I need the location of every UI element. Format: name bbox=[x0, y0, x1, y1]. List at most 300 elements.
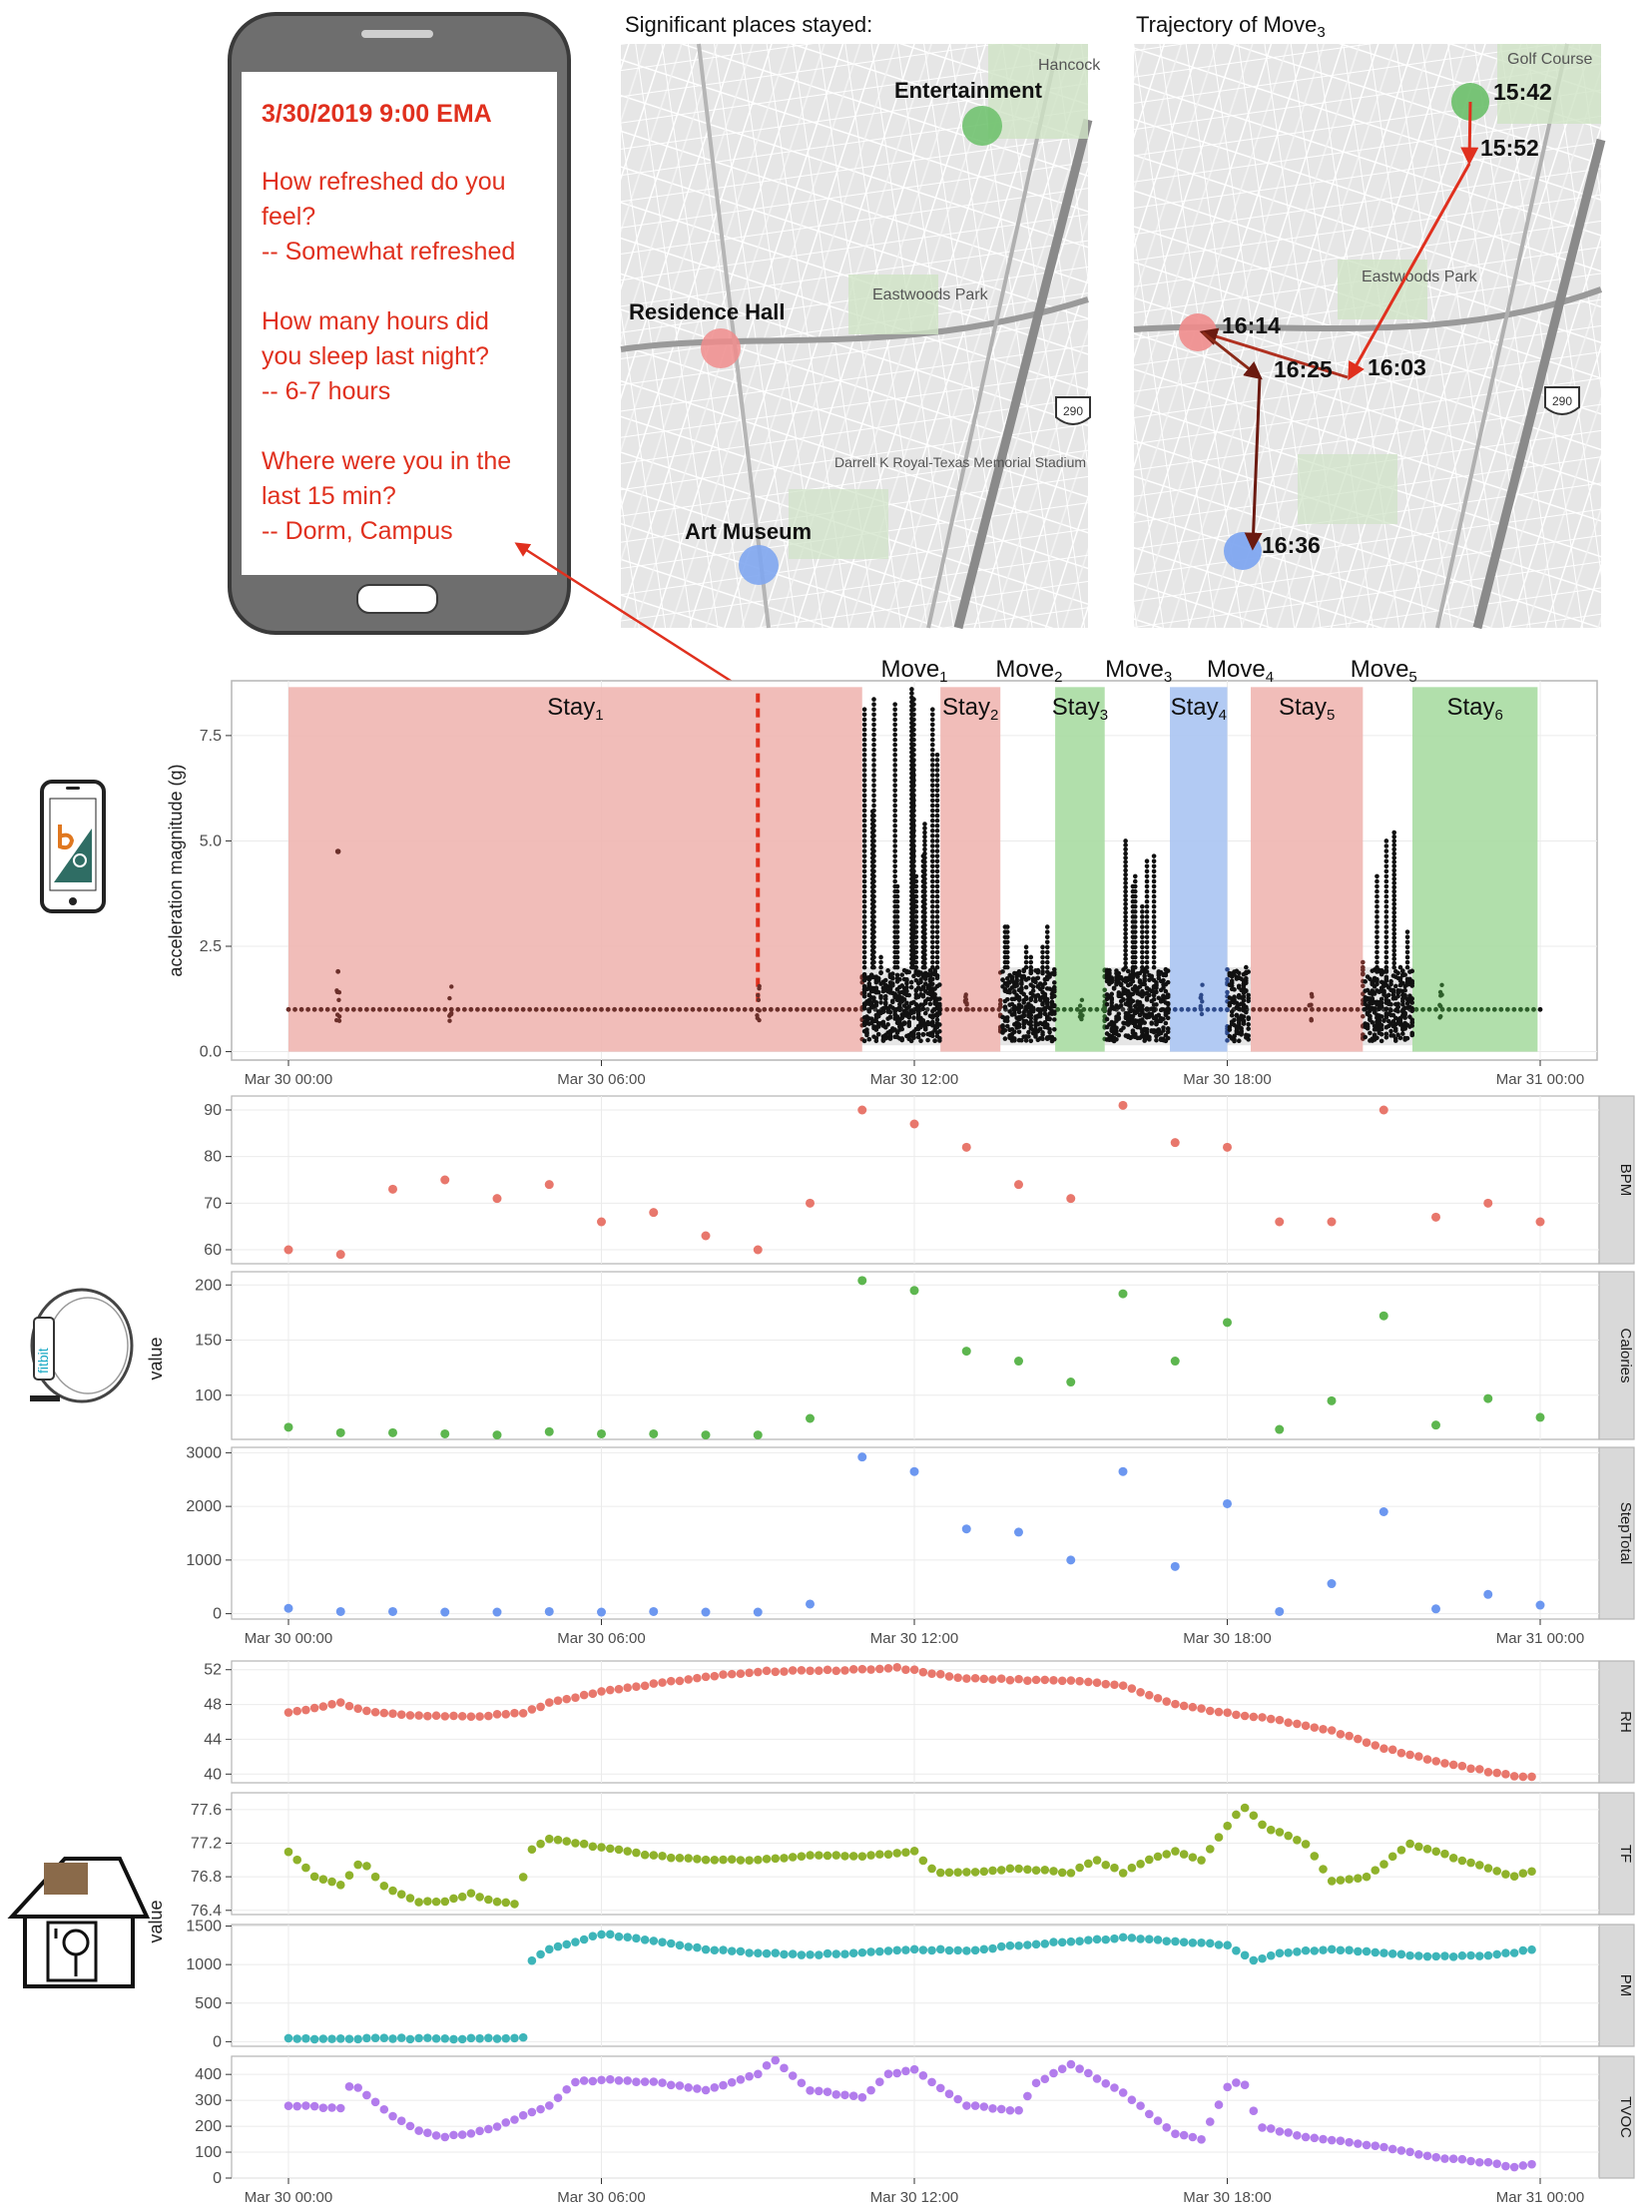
accel-point bbox=[436, 1007, 441, 1012]
accel-point bbox=[935, 960, 940, 965]
accel-point bbox=[922, 851, 927, 856]
data-point bbox=[1536, 1218, 1545, 1227]
data-point bbox=[1449, 1854, 1458, 1863]
data-point bbox=[301, 2034, 310, 2043]
accel-point bbox=[892, 809, 897, 814]
accel-point bbox=[1123, 885, 1128, 890]
accel-point bbox=[1119, 982, 1124, 987]
accel-point bbox=[862, 763, 867, 768]
accel-point bbox=[1024, 965, 1029, 970]
data-point bbox=[866, 1665, 875, 1674]
accel-point bbox=[922, 838, 927, 843]
accel-point bbox=[292, 1007, 297, 1012]
accel-point bbox=[911, 805, 916, 810]
accel-point bbox=[1045, 934, 1050, 939]
accel-point bbox=[870, 847, 875, 852]
data-point bbox=[650, 1851, 659, 1860]
data-point bbox=[615, 1933, 624, 1941]
accel-point bbox=[1123, 956, 1128, 961]
accel-point bbox=[885, 968, 890, 973]
accel-point bbox=[1244, 976, 1249, 981]
stay-label-3 bbox=[1052, 694, 1108, 724]
accel-point bbox=[1361, 971, 1366, 976]
data-point bbox=[910, 1945, 919, 1954]
x-tick-label: Mar 30 18:00 bbox=[1183, 1071, 1272, 1088]
data-point bbox=[432, 1711, 441, 1720]
accel-point bbox=[1152, 853, 1157, 858]
accel-point bbox=[1439, 983, 1443, 987]
data-point bbox=[1171, 1562, 1180, 1571]
data-point bbox=[406, 1894, 415, 1903]
accel-point bbox=[911, 872, 916, 877]
panel-strip-label: BPM bbox=[1617, 1163, 1634, 1197]
data-point bbox=[1431, 1847, 1440, 1856]
accel-point bbox=[1017, 969, 1022, 974]
accel-point bbox=[593, 1007, 598, 1012]
accel-point bbox=[299, 1007, 304, 1012]
accel-point bbox=[911, 814, 916, 819]
accel-point bbox=[1166, 1006, 1171, 1011]
time-label-3: 16:25 bbox=[1274, 356, 1333, 382]
accel-point bbox=[1123, 961, 1128, 966]
data-point bbox=[1023, 1940, 1032, 1949]
accel-point bbox=[871, 768, 876, 773]
data-point bbox=[1379, 1106, 1388, 1115]
data-point bbox=[1337, 1876, 1346, 1885]
y-tick-label: 44 bbox=[204, 1731, 222, 1749]
accel-point bbox=[325, 1007, 330, 1012]
data-point bbox=[1023, 2092, 1032, 2101]
accel-point bbox=[935, 1017, 940, 1022]
data-point bbox=[971, 1868, 980, 1877]
accel-outlier bbox=[335, 969, 340, 974]
data-point bbox=[1171, 1138, 1180, 1147]
accel-point bbox=[1361, 984, 1366, 989]
accel-point bbox=[871, 712, 876, 717]
accel-point bbox=[862, 723, 867, 728]
accel-point bbox=[1384, 975, 1389, 980]
accel-point bbox=[1375, 939, 1379, 944]
accel-point bbox=[1405, 965, 1410, 970]
data-point bbox=[406, 2122, 415, 2131]
accel-point bbox=[1005, 1018, 1010, 1023]
data-point bbox=[806, 1199, 815, 1208]
data-point bbox=[432, 2034, 441, 2043]
accel-point bbox=[1161, 1025, 1166, 1030]
data-point bbox=[737, 1669, 746, 1678]
accel-point bbox=[1105, 1017, 1110, 1022]
accel-point bbox=[1140, 950, 1145, 955]
data-point bbox=[510, 1709, 519, 1718]
data-point bbox=[1276, 1828, 1285, 1837]
data-point bbox=[1379, 1948, 1388, 1957]
accel-point bbox=[871, 697, 876, 702]
accel-point bbox=[1133, 909, 1138, 914]
accel-point bbox=[1068, 1007, 1073, 1012]
route-shield-icon bbox=[1056, 397, 1090, 424]
accel-point bbox=[1323, 1007, 1328, 1012]
accel-point bbox=[1145, 965, 1150, 970]
accel-point bbox=[930, 894, 935, 899]
data-point bbox=[650, 1679, 659, 1688]
accel-point bbox=[871, 783, 876, 788]
data-point bbox=[1223, 1822, 1232, 1831]
accel-point bbox=[318, 1007, 323, 1012]
data-point bbox=[1536, 1412, 1545, 1421]
accel-point bbox=[862, 773, 867, 778]
data-point bbox=[623, 2076, 632, 2085]
data-point bbox=[806, 1414, 815, 1423]
accel-point bbox=[930, 819, 935, 824]
accel-point bbox=[909, 704, 914, 709]
accel-point bbox=[892, 829, 897, 833]
data-point bbox=[484, 1896, 493, 1905]
accel-point bbox=[1152, 955, 1157, 960]
accel-point bbox=[935, 848, 940, 853]
accel-point bbox=[862, 879, 867, 884]
accel-point bbox=[922, 923, 927, 928]
accel-point bbox=[922, 863, 927, 868]
data-point bbox=[284, 1604, 293, 1613]
accel-point bbox=[1230, 978, 1235, 983]
data-point bbox=[493, 1430, 502, 1439]
data-point bbox=[1232, 2078, 1241, 2087]
accel-point bbox=[1409, 1032, 1414, 1037]
accel-point bbox=[911, 939, 916, 944]
data-point bbox=[1519, 1869, 1528, 1878]
accel-point bbox=[1123, 855, 1128, 860]
data-point bbox=[615, 1685, 624, 1694]
data-point bbox=[1275, 1607, 1284, 1616]
accel-point bbox=[1078, 1003, 1082, 1007]
data-point bbox=[737, 1856, 746, 1865]
data-point bbox=[1067, 1869, 1076, 1878]
data-point bbox=[571, 1937, 580, 1946]
accel-point bbox=[935, 904, 940, 909]
data-point bbox=[510, 2034, 519, 2043]
data-point bbox=[1492, 1950, 1501, 1959]
accel-point bbox=[862, 919, 867, 924]
accel-point bbox=[1375, 909, 1379, 914]
data-point bbox=[1501, 1948, 1510, 1957]
data-point bbox=[284, 2101, 293, 2110]
accel-point bbox=[862, 783, 867, 788]
data-point bbox=[414, 1898, 423, 1907]
accel-point bbox=[1003, 1028, 1008, 1033]
accel-point bbox=[922, 868, 927, 873]
stay-label-text: Stay bbox=[547, 693, 596, 721]
accel-point bbox=[1391, 927, 1396, 932]
accel-point bbox=[1391, 863, 1396, 868]
accel-point bbox=[871, 778, 876, 783]
data-point bbox=[571, 1839, 580, 1848]
accel-point bbox=[1375, 1035, 1379, 1040]
data-point bbox=[763, 1949, 772, 1958]
data-point bbox=[545, 1427, 554, 1436]
accel-point bbox=[870, 885, 875, 890]
data-point bbox=[440, 1608, 449, 1617]
accel-point bbox=[1005, 950, 1010, 955]
fitbit-logo-text: fitbit bbox=[35, 1348, 51, 1374]
data-point bbox=[1310, 2134, 1319, 2143]
accel-point bbox=[1232, 987, 1237, 992]
accel-point bbox=[1402, 972, 1407, 977]
data-point bbox=[1058, 1677, 1067, 1686]
data-point bbox=[1345, 1732, 1354, 1741]
accel-point bbox=[911, 830, 916, 835]
accel-point bbox=[664, 1007, 669, 1012]
accel-point bbox=[930, 843, 935, 848]
accel-point bbox=[930, 909, 935, 914]
accel-point bbox=[930, 794, 935, 799]
accel-point bbox=[1232, 1037, 1237, 1042]
accel-point bbox=[911, 763, 916, 768]
data-point bbox=[693, 2084, 702, 2093]
accel-point bbox=[1152, 914, 1157, 919]
accel-point bbox=[862, 863, 867, 868]
data-point bbox=[319, 2103, 328, 2112]
x-tick-label: Mar 30 18:00 bbox=[1183, 2189, 1272, 2206]
accel-point bbox=[909, 746, 914, 751]
data-point bbox=[710, 1945, 719, 1954]
accel-point bbox=[840, 1007, 845, 1012]
accel-point bbox=[895, 899, 900, 904]
data-point bbox=[1431, 1952, 1440, 1961]
accel-point bbox=[909, 687, 914, 692]
data-point bbox=[501, 1899, 510, 1908]
data-point bbox=[1267, 1951, 1276, 1960]
accel-point bbox=[1391, 868, 1396, 873]
data-point bbox=[1180, 1850, 1189, 1859]
data-point bbox=[1119, 1933, 1128, 1941]
accel-point bbox=[1123, 880, 1128, 885]
accel-point bbox=[488, 1007, 493, 1012]
accel-point bbox=[911, 906, 916, 911]
accel-point bbox=[965, 1007, 969, 1011]
accel-point bbox=[930, 753, 935, 758]
accel-point bbox=[930, 799, 935, 804]
accel-point bbox=[1040, 950, 1045, 955]
data-point bbox=[1128, 2095, 1137, 2104]
accel-point bbox=[1145, 929, 1150, 934]
accel-point bbox=[1391, 885, 1396, 890]
data-point bbox=[1040, 1676, 1049, 1685]
data-point bbox=[1180, 2131, 1189, 2140]
data-point bbox=[754, 1608, 763, 1617]
accel-point bbox=[871, 788, 876, 793]
fitbit-band-icon bbox=[30, 1290, 132, 1401]
accel-point bbox=[867, 982, 872, 987]
accel-point bbox=[1145, 924, 1150, 929]
data-point bbox=[840, 1666, 849, 1675]
accel-point bbox=[871, 763, 876, 768]
data-point bbox=[1310, 1723, 1319, 1732]
accel-point bbox=[448, 1012, 452, 1016]
accel-point bbox=[932, 1038, 937, 1043]
accel-point bbox=[862, 950, 867, 955]
data-point bbox=[493, 1898, 502, 1907]
data-point bbox=[1484, 1768, 1493, 1777]
accel-point bbox=[1173, 1007, 1178, 1012]
data-point bbox=[831, 1851, 840, 1860]
accel-point bbox=[944, 1007, 949, 1012]
data-point bbox=[336, 2104, 345, 2113]
accel-point bbox=[911, 931, 916, 936]
accel-point bbox=[1336, 1007, 1341, 1012]
accel-point bbox=[930, 955, 935, 960]
data-point bbox=[1423, 2151, 1432, 2160]
accel-point bbox=[1154, 990, 1159, 995]
data-point bbox=[953, 1673, 962, 1682]
accel-point bbox=[1361, 965, 1366, 970]
data-point bbox=[519, 1873, 528, 1882]
accel-point bbox=[930, 929, 935, 934]
data-point bbox=[1449, 1761, 1458, 1770]
data-point bbox=[702, 1232, 711, 1241]
accel-point bbox=[911, 910, 916, 915]
accel-point bbox=[930, 804, 935, 809]
accel-point bbox=[892, 718, 897, 723]
accel-point bbox=[1395, 1001, 1400, 1006]
accel-point bbox=[1232, 995, 1237, 1000]
accel-point bbox=[1161, 1016, 1166, 1021]
data-point bbox=[1014, 1357, 1023, 1366]
accel-point bbox=[922, 880, 927, 885]
accel-point bbox=[1028, 965, 1033, 970]
accel-point bbox=[1152, 945, 1157, 950]
accel-point bbox=[1005, 965, 1010, 970]
data-point bbox=[528, 1956, 537, 1965]
data-point bbox=[449, 2131, 458, 2140]
data-point bbox=[1276, 1716, 1285, 1725]
accel-point bbox=[795, 1007, 800, 1012]
accel-point bbox=[449, 1007, 453, 1011]
accel-point bbox=[870, 935, 875, 940]
move-label-4 bbox=[1207, 656, 1274, 686]
accel-point bbox=[892, 833, 897, 838]
accel-point bbox=[547, 1007, 552, 1012]
x-tick-label: Mar 30 00:00 bbox=[244, 1071, 333, 1088]
accel-point bbox=[390, 1007, 395, 1012]
accel-point bbox=[1140, 924, 1145, 929]
data-point bbox=[1302, 1722, 1311, 1731]
data-point bbox=[1310, 1946, 1319, 1955]
data-point bbox=[849, 1665, 858, 1674]
data-point bbox=[789, 2071, 798, 2080]
data-point bbox=[980, 1867, 989, 1876]
accel-point bbox=[892, 858, 897, 863]
data-point bbox=[1189, 1938, 1198, 1947]
accel-point bbox=[364, 1007, 369, 1012]
data-point bbox=[623, 1933, 632, 1941]
accel-point bbox=[935, 773, 940, 778]
accel-point bbox=[930, 783, 935, 788]
accel-point bbox=[892, 863, 897, 868]
accel-point bbox=[1384, 894, 1389, 899]
accel-point bbox=[1152, 909, 1157, 914]
accel-point bbox=[930, 899, 935, 904]
accel-point bbox=[1384, 950, 1389, 955]
data-point bbox=[449, 1712, 458, 1721]
data-point bbox=[414, 2126, 423, 2135]
data-point bbox=[388, 1709, 397, 1718]
accel-point bbox=[902, 1020, 907, 1025]
accel-point bbox=[756, 993, 760, 997]
accel-point bbox=[862, 909, 867, 914]
accel-point bbox=[1145, 934, 1150, 939]
data-point bbox=[353, 1704, 362, 1713]
data-point bbox=[1154, 1853, 1163, 1862]
accel-point bbox=[808, 1007, 813, 1012]
data-point bbox=[1328, 1218, 1337, 1227]
accel-point bbox=[704, 1007, 709, 1012]
accel-point bbox=[930, 743, 935, 748]
data-point bbox=[1276, 2127, 1285, 2136]
accel-point bbox=[990, 1007, 995, 1012]
data-point bbox=[884, 1850, 893, 1859]
data-point bbox=[1501, 1770, 1510, 1779]
y-tick-label: 52 bbox=[204, 1661, 222, 1679]
data-point bbox=[824, 1949, 832, 1958]
data-point bbox=[414, 2034, 423, 2043]
accel-point bbox=[1384, 899, 1389, 904]
accel-point bbox=[930, 773, 935, 778]
accel-point bbox=[878, 970, 883, 975]
data-point bbox=[1040, 1939, 1049, 1948]
data-point bbox=[1023, 1866, 1032, 1875]
data-point bbox=[1475, 1951, 1484, 1960]
accel-point bbox=[1466, 1007, 1471, 1012]
data-point bbox=[301, 1706, 310, 1715]
accel-point bbox=[1123, 952, 1128, 957]
data-point bbox=[1145, 1691, 1154, 1700]
accel-point bbox=[1246, 1016, 1251, 1021]
data-point bbox=[1197, 1856, 1206, 1865]
accel-point bbox=[1225, 967, 1230, 972]
y-tick-label: 100 bbox=[195, 1386, 222, 1404]
data-point bbox=[1006, 2106, 1015, 2115]
data-point bbox=[702, 1608, 711, 1617]
accel-point bbox=[1446, 1007, 1451, 1012]
data-point bbox=[1371, 1866, 1379, 1875]
data-point bbox=[798, 1950, 807, 1959]
accel-point bbox=[922, 965, 927, 970]
panel-RH bbox=[204, 1661, 1634, 1783]
data-point bbox=[892, 1849, 901, 1858]
accel-point bbox=[1123, 910, 1128, 915]
data-point bbox=[702, 2086, 711, 2095]
accel-point bbox=[871, 718, 876, 723]
data-point bbox=[971, 2101, 980, 2110]
data-point bbox=[962, 1524, 971, 1533]
data-point bbox=[362, 1707, 371, 1716]
data-point bbox=[1405, 2147, 1414, 2156]
accel-point bbox=[895, 960, 900, 965]
data-point bbox=[676, 1854, 685, 1863]
y-tick-label: 200 bbox=[195, 2118, 222, 2136]
accel-point bbox=[862, 960, 867, 965]
accel-point bbox=[1107, 1011, 1112, 1016]
accel-point bbox=[1152, 863, 1157, 868]
accel-point bbox=[930, 858, 935, 863]
data-point bbox=[1440, 1951, 1449, 1960]
accel-point bbox=[1414, 1007, 1419, 1012]
accel-point bbox=[870, 863, 875, 868]
accel-point bbox=[1161, 978, 1166, 983]
accel-point bbox=[930, 723, 935, 728]
route-shield-icon-2 bbox=[1545, 387, 1579, 414]
data-point bbox=[510, 1900, 519, 1909]
